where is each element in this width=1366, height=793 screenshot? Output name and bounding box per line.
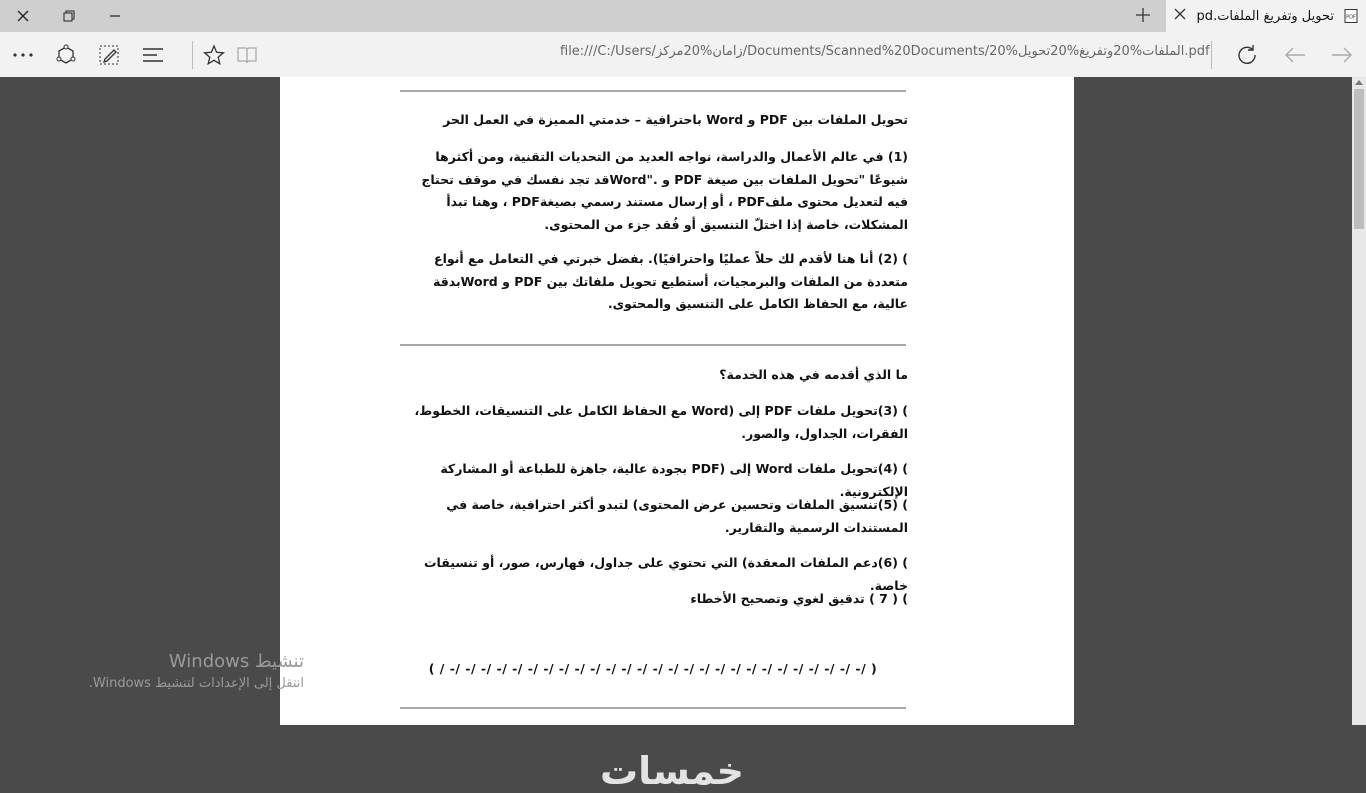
title-bar [0,0,1366,32]
pdf-icon [1344,9,1358,23]
plus-icon [1136,8,1150,22]
back-icon [1284,47,1306,63]
refresh-icon [1236,44,1258,66]
scroll-up-icon[interactable] [1355,79,1363,85]
close-window-button[interactable] [0,0,46,32]
reading-view-button[interactable] [234,42,260,68]
paragraph-1: (1) في عالم الأعمال والدراسة، نواجه العديد من التحديات التقنية، ومن أكثرها شيوعًا "تحويل الملفات بين صيغة PDF و ."Wordقد تجد نفسك في موقف تحتاج فيه لتعديل محتوى ملفPDF ، أو إرسال مستند رسمي بصيغةPDF ، وهنا تبدأ المشكلات، خاصة إذا اختلّ التنسيق أو فُقد جزء من المحتوى. [421,149,908,232]
dashes-line: ( /- /- /- /- /- /- /- /- /- /- /- /- /- /- /- /- /- /- /- /- /- /- /- /- /- /- /- / ) [428,661,878,676]
khamsat-watermark: خمسات [600,749,744,793]
forward-icon [1331,47,1353,63]
web-note-icon [98,44,120,66]
forward-button[interactable] [1329,42,1355,68]
close-icon [1174,8,1186,20]
web-note-button[interactable] [96,42,122,68]
new-tab-button[interactable] [1136,5,1150,25]
share-button[interactable] [53,42,79,68]
activation-title: تنشيط Windows [168,651,304,672]
tab-title: تحويل وتفريغ الملفات.pd [1196,8,1334,24]
list-item-4: ) (4)تحويل ملفات Word إلى (PDF بجودة عالية، جاهزة للطباعة أو المشاركة الإلكترونية. [440,461,908,499]
hub-button[interactable] [140,42,166,68]
pdf-page [280,77,1074,725]
favorite-button[interactable] [201,42,227,68]
restore-window-button[interactable] [46,0,92,32]
svg-text:PDF: PDF [1346,14,1356,21]
minimize-window-button[interactable] [92,0,138,32]
address-bar[interactable]: file:///C:/Users/زامان%20مركز/Documents/Scanned%20Documents/الملفات%20وتفريغ%20تحويل%20.pdf [560,44,1210,59]
tab-close-button[interactable] [1174,6,1186,24]
vertical-scrollbar[interactable] [1352,77,1366,725]
hub-icon [142,47,164,63]
reading-view-icon [236,45,258,65]
scrollbar-thumb[interactable] [1354,89,1364,229]
activation-subtitle: انتقل إلى الإعدادات لتنشيط Windows. [88,676,304,691]
share-icon [55,44,77,66]
horizontal-rule [400,344,906,346]
more-icon [12,52,34,58]
toolbar-separator [192,41,193,69]
list-item-6: ) (6)دعم الملفات المعقدة) التي تحتوي على جداول، فهارس، صور، أو تنسيقات خاصة. [423,555,908,593]
restore-icon [63,10,75,22]
close-icon [16,9,30,23]
section-question: ما الذي أقدمه في هذه الخدمة؟ [719,367,908,382]
favorite-star-icon [203,44,225,66]
horizontal-rule [400,90,906,92]
pdf-viewer[interactable] [0,77,1366,793]
more-button[interactable] [10,42,36,68]
list-item-7: ) ( 7 ) تدقيق لغوي وتصحيح الأخطاء [690,591,908,606]
document-heading: تحويل الملفات بين PDF و Word باحترافية – خدمتي المميزة في العمل الحر [443,112,908,127]
minimize-icon [109,10,121,22]
paragraph-2: ) (2) أنا هنا لأقدم لك حلاً عمليًا واحترافيًا). بفضل خبرتي في التعامل مع أنواع متعددة من الملفات والبرمجيات، أستطيع تحويل ملفاتك بين PDF و Wordبدقة عالية، مع الحفاظ الكامل على التنسيق والمحتوى. [432,251,908,311]
windows-activation-notice [64,650,304,694]
navigation-bar [0,32,1366,78]
horizontal-rule [400,707,906,709]
list-item-5: ) (5)تنسيق الملفات وتحسين عرض المحتوى) لتبدو أكثر احترافية، خاصة في المستندات الرسمية والتقارير. [446,497,908,535]
address-separator [1211,41,1212,69]
active-tab[interactable] [1166,0,1366,32]
refresh-button[interactable] [1234,42,1260,68]
back-button[interactable] [1282,42,1308,68]
list-item-3: ) (3)تحويل ملفات PDF إلى (Word مع الحفاظ الكامل على التنسيقات، الخطوط، الفقرات، الجداول، والصور. [414,403,908,441]
